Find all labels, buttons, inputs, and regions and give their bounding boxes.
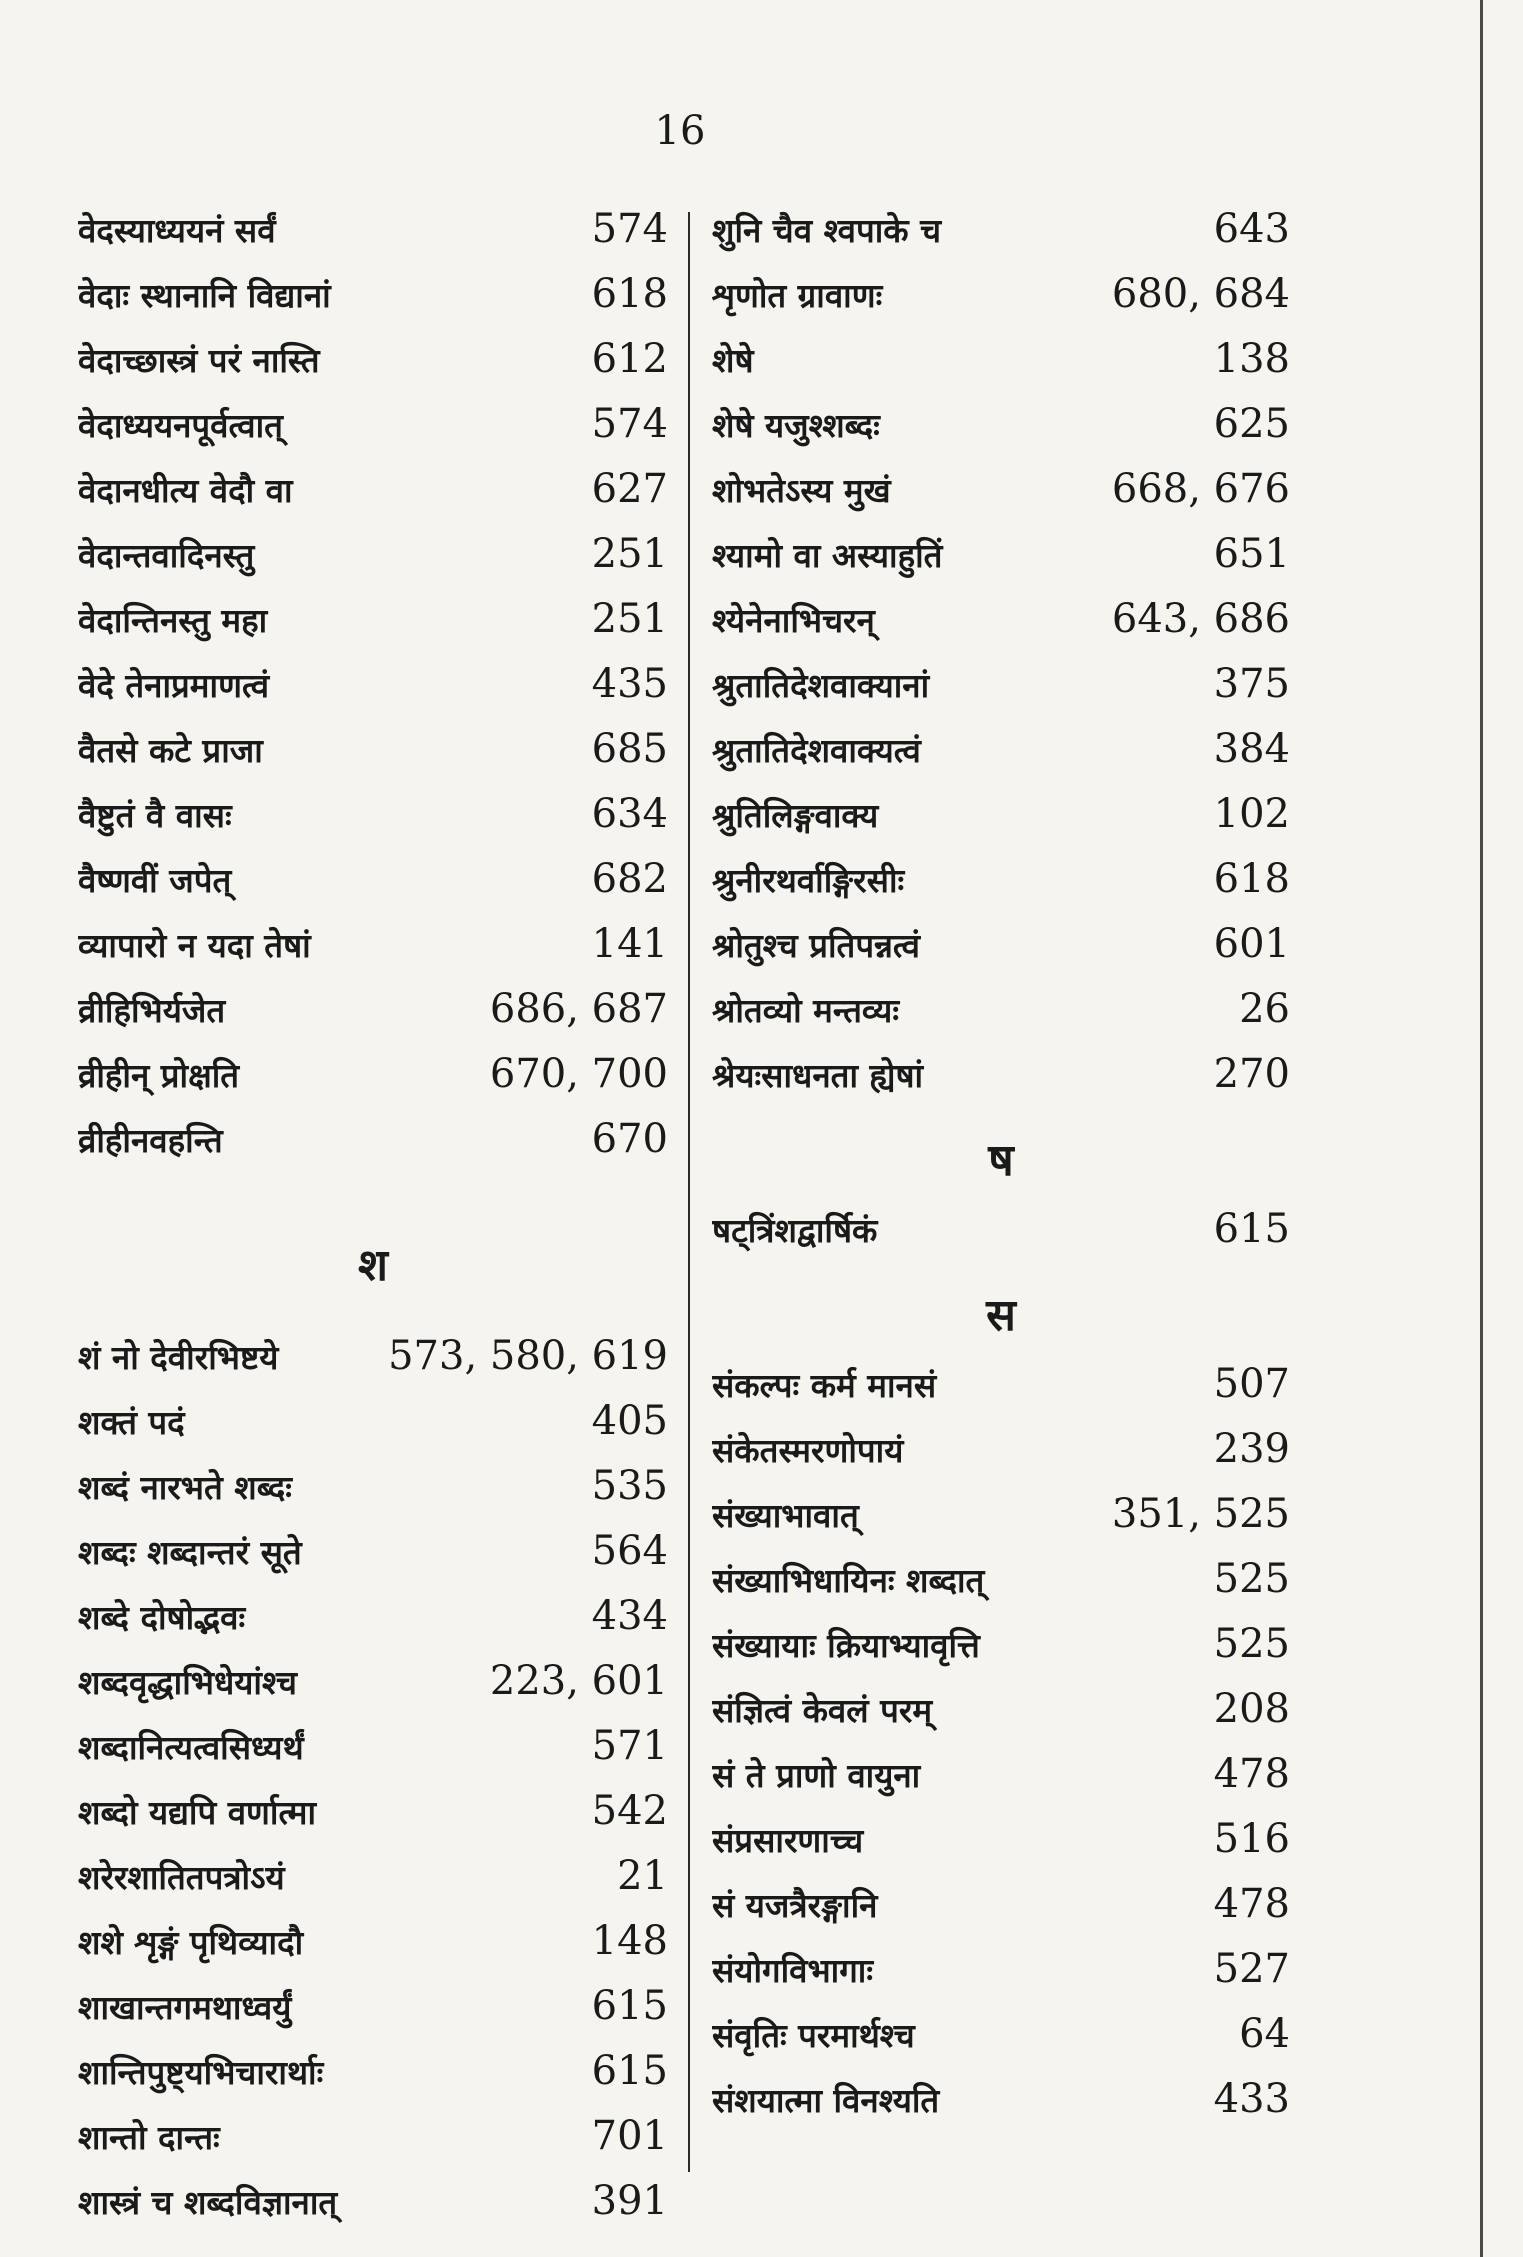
entry-term: शब्दवृद्धाभिधेयांश्च xyxy=(78,1663,297,1702)
index-group-sa xyxy=(712,1361,1290,2141)
entry-term: शब्दे दोषोद्भवः xyxy=(78,1598,246,1637)
entry-term: वेदानधीत्य वेदौ वा xyxy=(78,471,293,510)
entry-term: शेषे यजुश्शब्दः xyxy=(712,406,880,445)
index-entry xyxy=(712,661,1290,726)
entry-page-ref: 618 xyxy=(591,271,668,317)
index-group-sha xyxy=(78,1333,668,2243)
index-entry xyxy=(78,921,668,986)
entry-term: शाखान्तगमथाध्वर्युं xyxy=(78,1988,292,2027)
entry-page-ref: 670, 700 xyxy=(489,1051,668,1097)
entry-term: संकल्पः कर्म मानसं xyxy=(712,1366,937,1405)
entry-term: व्रीहीन् प्रोक्षति xyxy=(78,1056,240,1095)
entry-page-ref: 643, 686 xyxy=(1111,596,1290,642)
entry-page-ref: 564 xyxy=(591,1528,668,1574)
index-group-sha-cont xyxy=(712,206,1290,1116)
entry-term: श्रुतिलिङ्गवाक्य xyxy=(712,796,879,835)
index-entry xyxy=(78,986,668,1051)
index-entry xyxy=(712,531,1290,596)
entry-term: श्रोतव्यो मन्तव्यः xyxy=(712,991,899,1030)
entry-page-ref: 668, 676 xyxy=(1111,466,1290,512)
index-entry xyxy=(712,466,1290,531)
entry-term: श्रेयःसाधनता ह्येषां xyxy=(712,1056,924,1095)
entry-page-ref: 138 xyxy=(1213,336,1290,382)
entry-term: व्रीहिभिर्यजेत xyxy=(78,991,226,1030)
index-entry xyxy=(78,2178,668,2243)
entry-term: शं नो देवीरभिष्टये xyxy=(78,1338,279,1377)
index-group-ssa xyxy=(712,1206,1290,1271)
index-entry xyxy=(712,596,1290,661)
entry-term: शब्दं नारभते शब्दः xyxy=(78,1468,292,1507)
entry-page-ref: 435 xyxy=(591,661,668,707)
index-entry xyxy=(78,336,668,401)
index-entry xyxy=(78,2113,668,2178)
index-entry xyxy=(78,206,668,271)
index-entry xyxy=(712,336,1290,401)
entry-term: श्येनेनाभिचरन् xyxy=(712,601,875,640)
index-entry xyxy=(712,1751,1290,1816)
index-entry xyxy=(712,1881,1290,1946)
entry-term: श्रोतुश्च प्रतिपन्नत्वं xyxy=(712,926,920,965)
index-group-va xyxy=(78,206,668,1181)
entry-term: संकेतस्मरणोपायं xyxy=(712,1431,904,1470)
entry-page-ref: 251 xyxy=(591,531,668,577)
entry-page-ref: 102 xyxy=(1213,791,1290,837)
index-entry xyxy=(78,1398,668,1463)
left-column xyxy=(78,206,668,2243)
index-entry xyxy=(78,466,668,531)
entry-term: श्रुतातिदेशवाक्यानां xyxy=(712,666,930,705)
entry-term: शब्दानित्यत्वसिध्यर्थं xyxy=(78,1728,304,1767)
index-entry xyxy=(78,1918,668,1983)
entry-term: सं ते प्राणो वायुना xyxy=(712,1756,921,1795)
entry-term: वेदाच्छास्त्रं परं नास्ति xyxy=(78,341,320,380)
entry-term: शेषे xyxy=(712,341,754,380)
entry-term: श्यामो वा अस्याहुतिं xyxy=(712,536,943,575)
entry-page-ref: 251 xyxy=(591,596,668,642)
entry-term: वेदान्तवादिनस्तु xyxy=(78,536,255,575)
entry-page-ref: 615 xyxy=(591,2048,668,2094)
entry-term: वेदाध्ययनपूर्वत्वात् xyxy=(78,406,283,445)
entry-page-ref: 601 xyxy=(1213,921,1290,967)
index-entry xyxy=(78,531,668,596)
entry-page-ref: 434 xyxy=(591,1593,668,1639)
index-entry xyxy=(712,2011,1290,2076)
index-entry xyxy=(712,791,1290,856)
index-entry xyxy=(712,726,1290,791)
page-edge-rule xyxy=(1480,0,1483,2257)
entry-term: शान्तो दान्तः xyxy=(78,2118,220,2157)
column-divider xyxy=(688,212,690,2172)
index-entry xyxy=(712,1051,1290,1116)
entry-page-ref: 405 xyxy=(591,1398,668,1444)
entry-page-ref: 618 xyxy=(1213,856,1290,902)
entry-term: वेदे तेनाप्रमाणत्वं xyxy=(78,666,270,705)
entry-page-ref: 542 xyxy=(591,1788,668,1834)
entry-page-ref: 478 xyxy=(1213,1881,1290,1927)
index-entry xyxy=(78,1116,668,1181)
index-entry xyxy=(78,1333,668,1398)
entry-page-ref: 141 xyxy=(591,921,668,967)
index-entry xyxy=(712,1816,1290,1881)
index-entry xyxy=(712,2076,1290,2141)
index-entry xyxy=(78,1463,668,1528)
entry-page-ref: 627 xyxy=(591,466,668,512)
entry-page-ref: 64 xyxy=(1239,2011,1290,2057)
entry-page-ref: 682 xyxy=(591,856,668,902)
entry-term: शक्तं पदं xyxy=(78,1403,185,1442)
index-entry xyxy=(78,1593,668,1658)
entry-page-ref: 643 xyxy=(1213,206,1290,252)
index-entry xyxy=(78,1983,668,2048)
entry-term: वेदस्याध्ययनं सर्वं xyxy=(78,211,276,250)
entry-term: संख्याभिधायिनः शब्दात् xyxy=(712,1561,985,1600)
entry-page-ref: 686, 687 xyxy=(489,986,668,1032)
index-entry xyxy=(78,596,668,661)
index-entry xyxy=(78,1853,668,1918)
index-entry xyxy=(78,791,668,856)
entry-term: शब्दो यद्यपि वर्णात्मा xyxy=(78,1793,317,1832)
entry-page-ref: 574 xyxy=(591,401,668,447)
entry-term: शशे शृङ्गं पृथिव्यादौ xyxy=(78,1923,304,1962)
entry-term: षट्त्रिंशद्वार्षिकं xyxy=(712,1211,878,1250)
entry-page-ref: 573, 580, 619 xyxy=(388,1333,668,1379)
entry-page-ref: 625 xyxy=(1213,401,1290,447)
entry-page-ref: 535 xyxy=(591,1463,668,1509)
section-heading-ssa: ष xyxy=(988,1135,1014,1186)
entry-term: श्रुनीरथर्वाङ्गिरसीः xyxy=(712,861,905,900)
index-entry xyxy=(712,1686,1290,1751)
entry-term: वैष्णवीं जपेत् xyxy=(78,861,232,900)
entry-term: संप्रसारणाच्च xyxy=(712,1821,864,1860)
entry-page-ref: 680, 684 xyxy=(1111,271,1290,317)
entry-term: संख्यायाः क्रियाभ्यावृत्ति xyxy=(712,1626,980,1665)
index-entry xyxy=(712,1621,1290,1686)
index-entry xyxy=(78,2048,668,2113)
index-entry xyxy=(78,1788,668,1853)
entry-page-ref: 574 xyxy=(591,206,668,252)
entry-term: शब्दः शब्दान्तरं सूते xyxy=(78,1533,302,1572)
entry-page-ref: 615 xyxy=(591,1983,668,2029)
entry-term: श्रुतातिदेशवाक्यत्वं xyxy=(712,731,921,770)
entry-page-ref: 525 xyxy=(1213,1556,1290,1602)
entry-term: संज्ञित्वं केवलं परम् xyxy=(712,1691,933,1730)
entry-page-ref: 634 xyxy=(591,791,668,837)
entry-term: संयोगविभागाः xyxy=(712,1951,874,1990)
entry-term: सं यजत्रैरङ्गानि xyxy=(712,1886,878,1925)
index-entry xyxy=(712,271,1290,336)
entry-term: व्रीहीनवहन्ति xyxy=(78,1121,223,1160)
index-entry xyxy=(78,1528,668,1593)
entry-page-ref: 507 xyxy=(1213,1361,1290,1407)
index-entry xyxy=(78,271,668,336)
entry-page-ref: 433 xyxy=(1213,2076,1290,2122)
index-entry xyxy=(712,1491,1290,1556)
index-entry xyxy=(78,1658,668,1723)
entry-page-ref: 239 xyxy=(1213,1426,1290,1472)
entry-term: संख्याभावात् xyxy=(712,1496,859,1535)
entry-page-ref: 571 xyxy=(591,1723,668,1769)
index-entry xyxy=(712,1556,1290,1621)
index-entry xyxy=(78,726,668,791)
index-entry xyxy=(712,206,1290,271)
index-entry xyxy=(712,1946,1290,2011)
entry-term: शृणोत ग्रावाणः xyxy=(712,276,883,315)
entry-page-ref: 270 xyxy=(1213,1051,1290,1097)
entry-page-ref: 612 xyxy=(591,336,668,382)
entry-term: शान्तिपुष्ट्यभिचारार्थाः xyxy=(78,2053,324,2092)
index-entry xyxy=(712,921,1290,986)
entry-term: वेदाः स्थानानि विद्यानां xyxy=(78,276,331,315)
entry-term: व्यापारो न यदा तेषां xyxy=(78,926,311,965)
right-column xyxy=(712,206,1290,2141)
index-entry xyxy=(712,1206,1290,1271)
entry-term: शास्त्रं च शब्दविज्ञानात् xyxy=(78,2183,338,2222)
entry-page-ref: 670 xyxy=(591,1116,668,1162)
entry-page-ref: 21 xyxy=(617,1853,668,1899)
entry-term: शोभतेऽस्य मुखं xyxy=(712,471,891,510)
entry-term: वैष्टुतं वै वासः xyxy=(78,796,232,835)
entry-page-ref: 375 xyxy=(1213,661,1290,707)
entry-page-ref: 384 xyxy=(1213,726,1290,772)
entry-term: संवृतिः परमार्थश्च xyxy=(712,2016,915,2055)
entry-page-ref: 525 xyxy=(1213,1621,1290,1667)
entry-term: शरेरशातितपत्रोऽयं xyxy=(78,1858,285,1897)
entry-page-ref: 701 xyxy=(591,2113,668,2159)
entry-page-ref: 615 xyxy=(1213,1206,1290,1252)
entry-page-ref: 223, 601 xyxy=(489,1658,668,1704)
entry-page-ref: 685 xyxy=(591,726,668,772)
entry-page-ref: 208 xyxy=(1213,1686,1290,1732)
index-entry xyxy=(712,856,1290,921)
entry-page-ref: 527 xyxy=(1213,1946,1290,1992)
section-heading-sa: स xyxy=(986,1290,1016,1341)
entry-page-ref: 478 xyxy=(1213,1751,1290,1797)
index-entry xyxy=(78,1723,668,1788)
entry-page-ref: 651 xyxy=(1213,531,1290,577)
entry-page-ref: 391 xyxy=(591,2178,668,2224)
page-number: 16 xyxy=(654,108,706,154)
entry-term: वेदान्तिनस्तु महा xyxy=(78,601,268,640)
entry-term: वैतसे कटे प्राजा xyxy=(78,731,263,770)
entry-page-ref: 148 xyxy=(591,1918,668,1964)
entry-page-ref: 351, 525 xyxy=(1111,1491,1290,1537)
index-entry xyxy=(712,1426,1290,1491)
index-entry xyxy=(712,401,1290,466)
index-entry xyxy=(712,1361,1290,1426)
index-entry xyxy=(78,401,668,466)
section-heading-sha: श xyxy=(358,1240,388,1291)
entry-term: संशयात्मा विनश्यति xyxy=(712,2081,940,2120)
entry-page-ref: 516 xyxy=(1213,1816,1290,1862)
index-entry xyxy=(78,1051,668,1116)
index-entry xyxy=(78,661,668,726)
index-entry xyxy=(712,986,1290,1051)
index-entry xyxy=(78,856,668,921)
entry-term: शुनि चैव श्वपाके च xyxy=(712,211,942,250)
entry-page-ref: 26 xyxy=(1239,986,1290,1032)
